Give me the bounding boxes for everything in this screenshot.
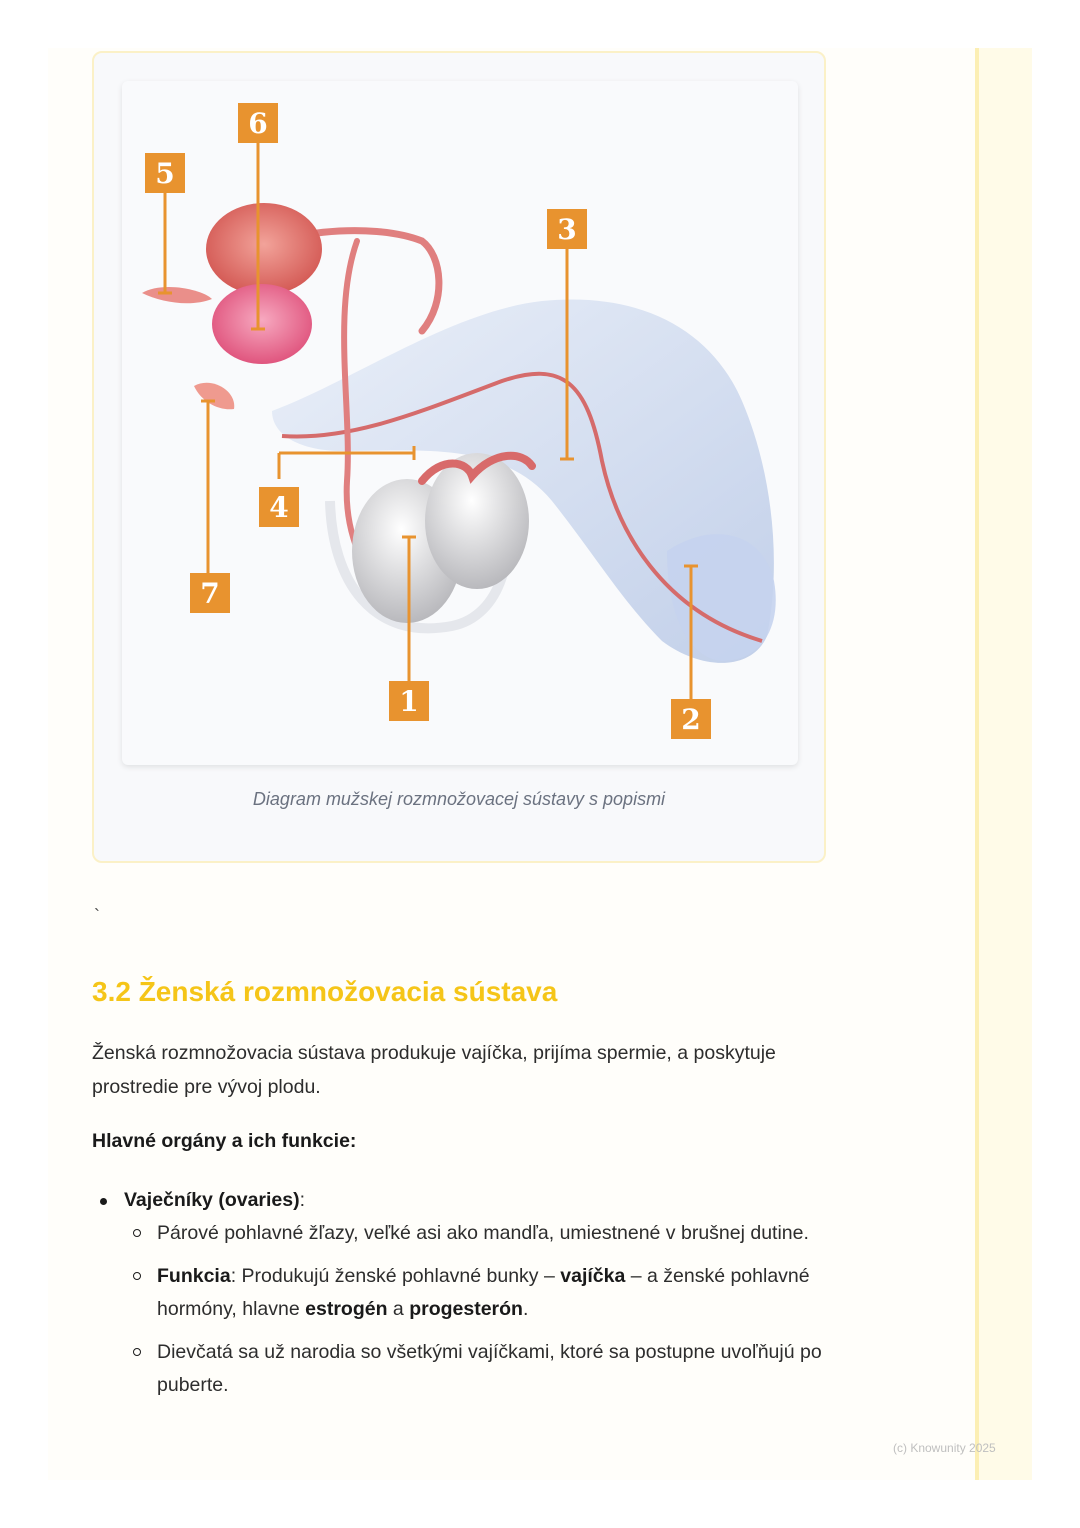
label-5: 5 [155,157,175,190]
label-box-2 [671,699,711,739]
label-box-1 [389,681,429,721]
function-text-1: : Produkujú ženské pohlavné bunky – [230,1265,561,1287]
sub-item-text: Párové pohlavné žľazy, veľké asi ako mandľa, umiestnené v brušnej dutine. [157,1222,809,1244]
bullet-dot [100,1198,107,1205]
label-box-5 [145,153,185,193]
function-bold-estrogen: estrogén [305,1298,388,1320]
function-text-2: – a ženské pohlavné hormóny, hlavne [157,1265,810,1320]
diagram-image [122,81,798,765]
label-box-3 [547,209,587,249]
sub-item-function [124,1260,832,1326]
sub-list [124,1217,832,1402]
label-6: 6 [248,107,268,140]
bullet-circle [133,1348,141,1356]
label-1: 1 [399,685,419,718]
function-text-3: a [387,1298,410,1320]
sub-item-birth [124,1336,832,1402]
reproductive-diagram-svg [122,81,798,765]
bladder [206,203,322,295]
function-text-4: . [522,1298,529,1320]
label-box-6 [238,103,278,143]
seminal-vesicle [142,287,212,303]
sub-item-text: Dievčatá sa už narodia so všetkými vajíčkami, ktoré sa postupne uvoľňujú po puberte. [157,1341,822,1396]
figure-caption: Diagram mužskej rozmnožovacej sústavy s popismi [252,789,666,809]
figure-card [92,51,826,863]
organ-colon: : [299,1189,306,1211]
sub-item-description [124,1217,832,1250]
organs-heading: Hlavné orgány a ich funkcie: [92,1130,357,1152]
label-box-7 [190,573,230,613]
organ-list [92,1184,832,1402]
list-item-ovaries [92,1184,832,1402]
side-margin-strip [975,48,1032,1480]
organ-name: Vaječníky (ovaries) [124,1189,300,1211]
label-7: 7 [200,577,220,610]
label-4: 4 [269,491,289,524]
function-bold-progesterone: progesterón [409,1298,523,1320]
separator-mark: ` [94,906,100,926]
label-box-4 [259,487,299,527]
function-bold-eggs: vajíčka [560,1265,626,1287]
section-intro: Ženská rozmnožovacia sústava produkuje vajíčka, prijíma spermie, a poskytuje prostredie pre vývoj plodu. [92,1042,776,1098]
section-title: 3.2 Ženská rozmnožovacia sústava [92,976,558,1007]
label-2: 2 [681,703,701,736]
copyright-footer: (c) Knowunity 2025 [893,1441,996,1455]
prostate [212,284,312,364]
label-3: 3 [557,213,577,246]
bullet-circle [133,1272,141,1280]
function-label: Funkcia [157,1265,231,1287]
bullet-circle [133,1229,141,1237]
bulbourethral-gland [194,383,234,410]
